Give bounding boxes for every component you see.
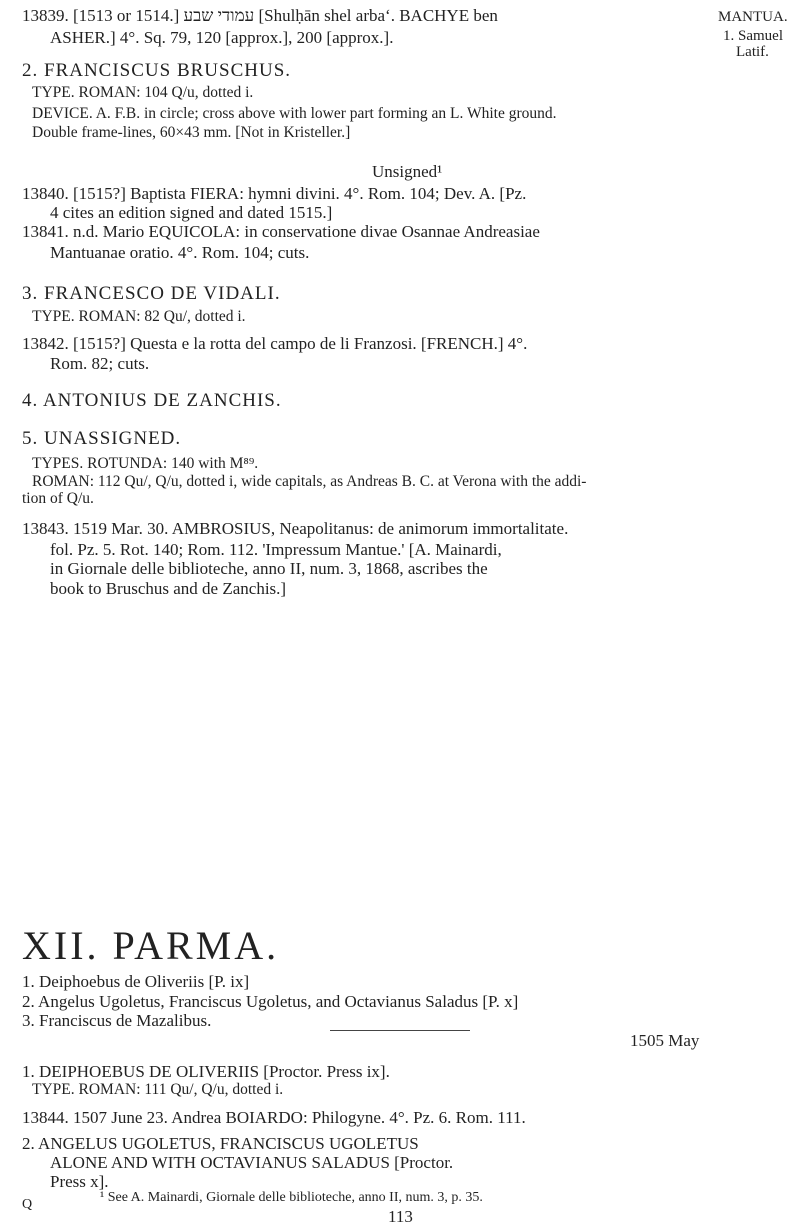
entry-13841-line2: Mantuanae oratio. 4°. Rom. 104; cuts.: [50, 243, 310, 262]
unsigned-label: Unsigned¹: [372, 162, 443, 181]
section-heading-zanchis: 4. ANTONIUS DE ZANCHIS.: [22, 390, 282, 411]
type-line: TYPE. ROMAN: 111 Qu/, Q/u, dotted i.: [32, 1081, 284, 1098]
type-line: TYPE. ROMAN: 82 Qu/, dotted i.: [32, 308, 246, 325]
margin-city: MANTUA.: [718, 9, 788, 25]
entry-13842-line1: 13842. [1515?] Questa e la rotta del campo de li Franzosi. [FRENCH.] 4°.: [22, 334, 528, 353]
signature-mark: Q: [22, 1197, 33, 1212]
section-heading-vidali: 3. FRANCESCO DE VIDALI.: [22, 283, 281, 304]
divider-rule: [330, 1030, 470, 1031]
margin-note-1: 1. Samuel: [723, 28, 783, 44]
device-line-1: DEVICE. A. F.B. in circle; cross above with lower part forming an L. White ground.: [32, 105, 557, 122]
footnote: ¹ See A. Mainardi, Giornale delle biblioteche, anno II, num. 3, p. 35.: [100, 1190, 483, 1205]
date-label: 1505 May: [630, 1031, 700, 1050]
entry-13839-line1: 13839. [1513 or 1514.] עמודי שבע [Shulḥān shel arba‘. BACHYE ben: [22, 6, 498, 25]
types-line-1: TYPES. ROTUNDA: 140 with M⁸⁹.: [32, 455, 259, 472]
printer-list-item-2: 2. Angelus Ugoletus, Franciscus Ugoletus, and Octavianus Saladus [P. x]: [22, 992, 519, 1011]
subsection-heading-ugoletus-3: Press x].: [50, 1172, 109, 1191]
entry-13840-line2: 4 cites an edition signed and dated 1515.]: [50, 203, 333, 222]
subsection-heading-ugoletus-1: 2. ANGELUS UGOLETUS, FRANCISCUS UGOLETUS: [22, 1134, 419, 1153]
entry-13843-line4: book to Bruschus and de Zanchis.]: [50, 579, 287, 598]
subsection-heading-ugoletus-2: ALONE AND WITH OCTAVIANUS SALADUS [Proctor.: [50, 1153, 454, 1172]
margin-note-2: Latif.: [736, 44, 769, 60]
device-line-2: Double frame-lines, 60×43 mm. [Not in Kristeller.]: [32, 124, 351, 141]
type-line: TYPE. ROMAN: 104 Q/u, dotted i.: [32, 84, 254, 101]
page-number: 113: [388, 1207, 413, 1226]
entry-13843-line2: fol. Pz. 5. Rot. 140; Rom. 112. 'Impressum Mantue.' [A. Mainardi,: [50, 540, 502, 559]
entry-13842-line2: Rom. 82; cuts.: [50, 354, 150, 373]
entry-13844: 13844. 1507 June 23. Andrea BOIARDO: Philogyne. 4°. Pz. 6. Rom. 111.: [22, 1108, 526, 1127]
chapter-title-parma: XII. PARMA.: [22, 923, 280, 968]
entry-13839-line2: ASHER.] 4°. Sq. 79, 120 [approx.], 200 [approx.].: [50, 28, 394, 47]
types-line-2: ROMAN: 112 Qu/, Q/u, dotted i, wide capitals, as Andreas B. C. at Verona with the addi-: [32, 473, 587, 490]
entry-13843-line3: in Giornale delle biblioteche, anno II, num. 3, 1868, ascribes the: [50, 559, 488, 578]
printer-list-item-3: 3. Franciscus de Mazalibus.: [22, 1011, 212, 1030]
entry-13840-line1: 13840. [1515?] Baptista FIERA: hymni divini. 4°. Rom. 104; Dev. A. [Pz.: [22, 184, 527, 203]
section-heading-bruschus: 2. FRANCISCUS BRUSCHUS.: [22, 60, 292, 81]
section-heading-unassigned: 5. UNASSIGNED.: [22, 428, 182, 449]
subsection-heading-oliveriis: 1. DEIPHOEBUS DE OLIVERIIS [Proctor. Press ix].: [22, 1062, 390, 1081]
printer-list-item-1: 1. Deiphoebus de Oliveriis [P. ix]: [22, 972, 250, 991]
types-line-3: tion of Q/u.: [22, 490, 94, 507]
entry-13843-line1: 13843. 1519 Mar. 30. AMBROSIUS, Neapolitanus: de animorum immortalitate.: [22, 519, 569, 538]
entry-13841-line1: 13841. n.d. Mario EQUICOLA: in conservatione divae Osannae Andreasiae: [22, 222, 540, 241]
